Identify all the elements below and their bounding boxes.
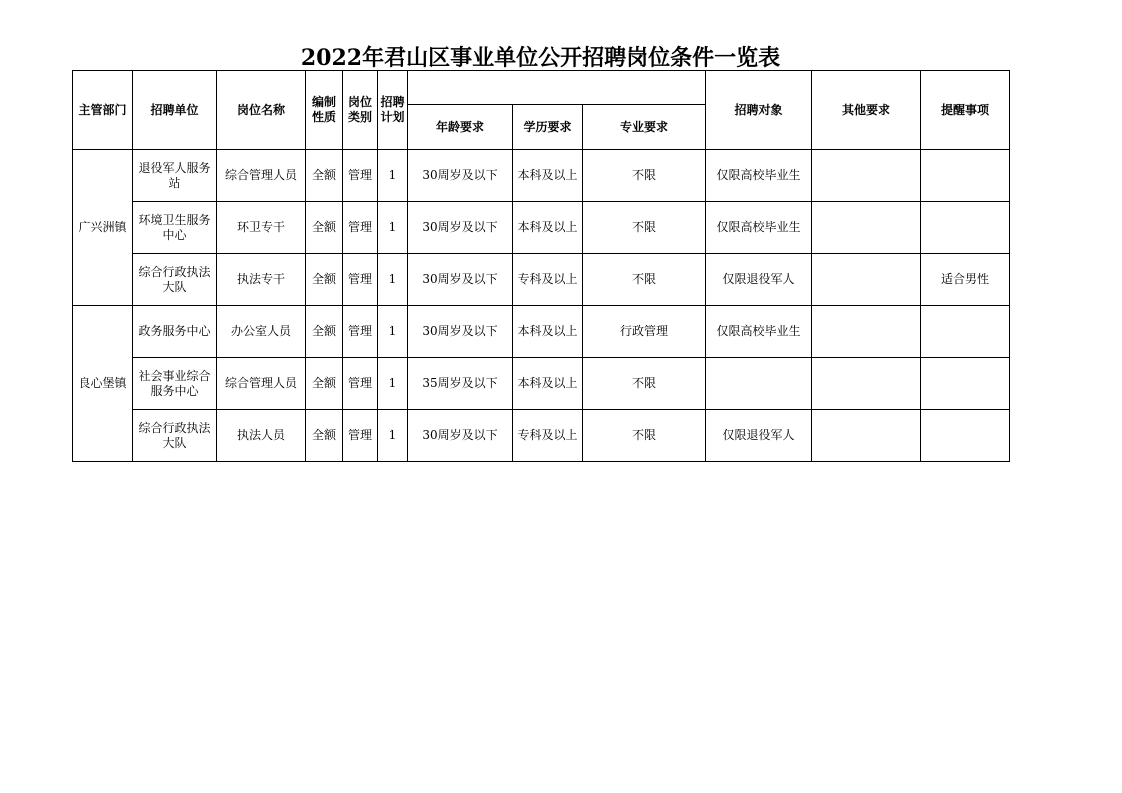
other-cell [812,358,921,410]
category-cell: 管理 [343,254,378,306]
plan-cell: 1 [378,202,408,254]
table-row [73,150,1010,202]
major-cell: 不限 [583,358,706,410]
category-cell: 管理 [343,358,378,410]
education-cell: 专科及以上 [513,410,583,462]
education-cell: 本科及以上 [513,358,583,410]
target-cell: 仅限退役军人 [706,254,812,306]
other-cell [812,410,921,462]
dept-cell: 广兴洲镇 [73,150,133,306]
page-title: 2022年君山区事业单位公开招聘岗位条件一览表 [300,45,781,71]
unit-cell: 社会事业综合服务中心 [133,358,217,410]
table-row [73,410,1010,462]
nature-cell: 全额 [306,306,343,358]
age-cell: 30周岁及以下 [408,150,513,202]
target-cell: 仅限高校毕业生 [706,150,812,202]
header-unit: 招聘单位 [133,71,217,150]
education-cell: 本科及以上 [513,150,583,202]
remind-cell [921,410,1010,462]
nature-cell: 全额 [306,254,343,306]
target-cell: 仅限高校毕业生 [706,202,812,254]
table-row [73,202,1010,254]
remind-cell [921,358,1010,410]
major-cell: 不限 [583,410,706,462]
header-education: 学历要求 [513,105,583,150]
header-category: 岗位类别 [343,71,378,150]
header-other: 其他要求 [812,71,921,150]
category-cell: 管理 [343,410,378,462]
category-cell: 管理 [343,150,378,202]
age-cell: 35周岁及以下 [408,358,513,410]
target-cell: 仅限高校毕业生 [706,306,812,358]
remind-cell: 适合男性 [921,254,1010,306]
header-dept: 主管部门 [73,71,133,150]
position-cell: 环卫专干 [217,202,306,254]
education-cell: 本科及以上 [513,306,583,358]
position-cell: 综合管理人员 [217,358,306,410]
major-cell: 不限 [583,150,706,202]
recruitment-table [72,70,1010,462]
header-remind: 提醒事项 [921,71,1010,150]
other-cell [812,254,921,306]
position-cell: 执法专干 [217,254,306,306]
remind-cell [921,202,1010,254]
education-cell: 本科及以上 [513,202,583,254]
position-cell: 执法人员 [217,410,306,462]
header-target: 招聘对象 [706,71,812,150]
table-row [73,358,1010,410]
header-nature: 编制性质 [306,71,343,150]
category-cell: 管理 [343,306,378,358]
position-cell: 办公室人员 [217,306,306,358]
major-cell: 行政管理 [583,306,706,358]
dept-cell: 良心堡镇 [73,306,133,462]
unit-cell: 退役军人服务站 [133,150,217,202]
age-cell: 30周岁及以下 [408,202,513,254]
header-major: 专业要求 [583,105,706,150]
table-row [73,306,1010,358]
plan-cell: 1 [378,358,408,410]
plan-cell: 1 [378,410,408,462]
table-row [73,254,1010,306]
header-row [73,71,1010,105]
category-cell: 管理 [343,202,378,254]
position-cell: 综合管理人员 [217,150,306,202]
plan-cell: 1 [378,254,408,306]
target-cell: 仅限退役军人 [706,410,812,462]
header-plan: 招聘计划 [378,71,408,150]
age-cell: 30周岁及以下 [408,306,513,358]
nature-cell: 全额 [306,358,343,410]
nature-cell: 全额 [306,150,343,202]
unit-cell: 政务服务中心 [133,306,217,358]
unit-cell: 环境卫生服务中心 [133,202,217,254]
age-cell: 30周岁及以下 [408,254,513,306]
header-position: 岗位名称 [217,71,306,150]
major-cell: 不限 [583,254,706,306]
header-requirements-group [408,71,706,105]
plan-cell: 1 [378,150,408,202]
target-cell [706,358,812,410]
remind-cell [921,150,1010,202]
header-age: 年龄要求 [408,105,513,150]
education-cell: 专科及以上 [513,254,583,306]
other-cell [812,306,921,358]
nature-cell: 全额 [306,202,343,254]
plan-cell: 1 [378,306,408,358]
other-cell [812,202,921,254]
age-cell: 30周岁及以下 [408,410,513,462]
nature-cell: 全额 [306,410,343,462]
unit-cell: 综合行政执法大队 [133,254,217,306]
remind-cell [921,306,1010,358]
major-cell: 不限 [583,202,706,254]
other-cell [812,150,921,202]
unit-cell: 综合行政执法大队 [133,410,217,462]
